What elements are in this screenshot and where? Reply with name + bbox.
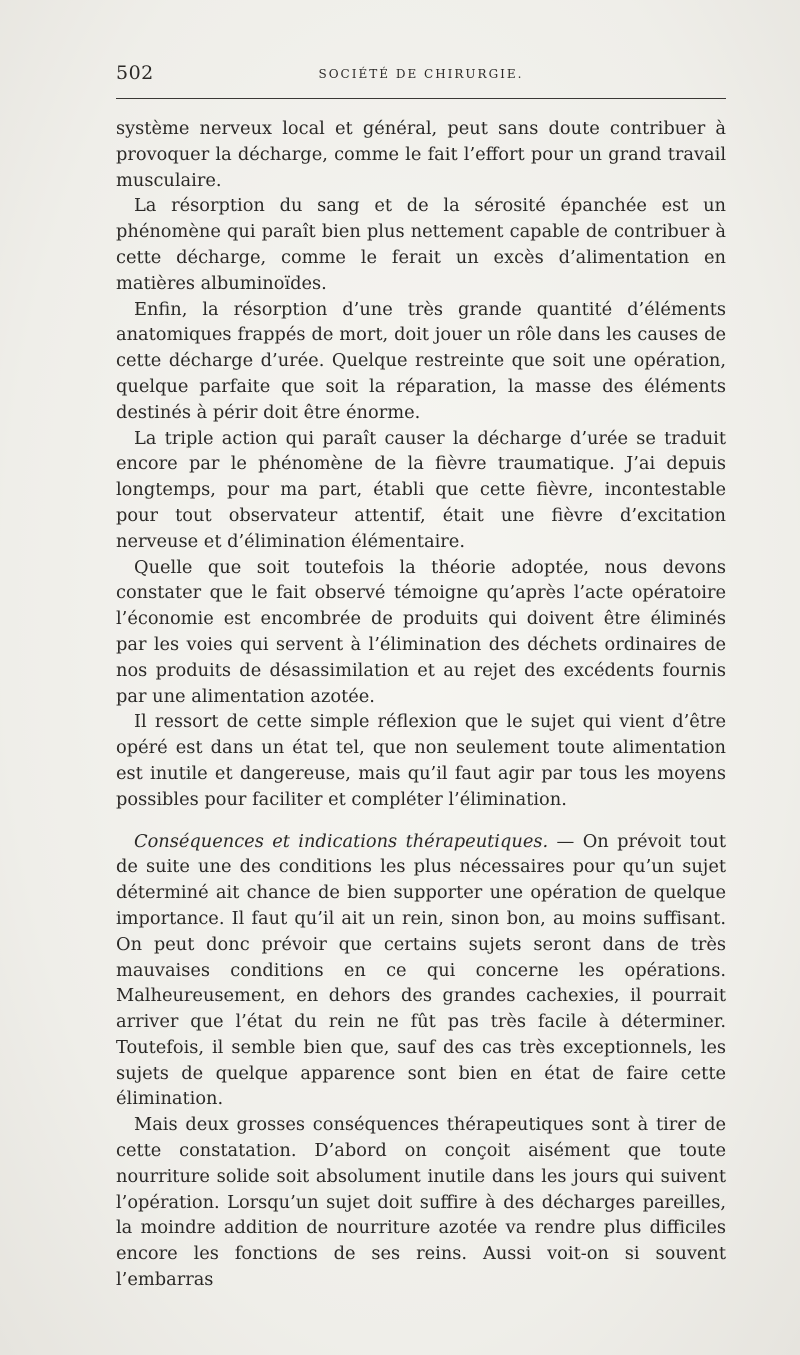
header-rule [116, 98, 726, 99]
paragraph-4: La triple action qui paraît causer la décharge d’urée se traduit encore par le phénomène de la fièvre traumatique. J’ai depuis longtemps, pour ma part, établi que cette fièvre, incontestable pour tout observateur attentif, était une fièvre d’excitation nerveuse et d’élimination élémentaire. [116, 427, 726, 552]
section-heading: Conséquences et indications thérapeutiques. [134, 830, 549, 852]
paragraph-6: Il ressort de cette simple réflexion que le sujet qui vient d’être opéré est dans un état tel, que non seulement toute alimentation est inutile et dangereuse, mais qu’il faut agir par tous les moyens possibles pour faciliter et compléter l’élimination. [116, 711, 726, 810]
section-lead-text: — On prévoit tout de suite une des conditions les plus nécessaires pour qu’un sujet déterminé ait chance de bien supporter une opération de quelque importance. Il faut qu’il ait un rein, sinon bon, au moins suffisant. On peut donc prévoir que certains sujets seront dans de très mauvaises conditions en ce qui concerne les opérations. Malheureusement, en dehors des grandes cachexies, il pourrait arriver que l’état du rein ne fût pas très facile à déterminer. Toutefois, il semble bien que, sauf des cas très exceptionnels, les sujets de quelque apparence sont bien en état de faire cette élimination. [116, 830, 726, 1110]
running-title: SOCIÉTÉ DE CHIRURGIE. [318, 67, 524, 81]
page-body [116, 116, 726, 1293]
paragraph-1: système nerveux local et général, peut sans doute contribuer à provoquer la décharge, comme le fait l’effort pour un grand travail musculaire. [116, 118, 726, 191]
page-header [116, 62, 726, 90]
section-paragraph [116, 829, 726, 1113]
paragraph-5: Quelle que soit toutefois la théorie adoptée, nous devons constater que le fait observé témoigne qu’après l’acte opératoire l’économie est encombrée de produits qui doivent être éliminés par les voies qui servent à l’élimination des déchets ordinaires de nos produits de désassimilation et au rejet des excédents fournis par une alimentation azotée. [116, 556, 726, 707]
paragraph-3: Enfin, la résorption d’une très grande quantité d’éléments anatomiques frappés de mort, doit jouer un rôle dans les causes de cette décharge d’urée. Quelque restreinte que soit une opération, quelque parfaite que soit la réparation, la masse des éléments destinés à périr doit être énorme. [116, 298, 726, 423]
page-number: 502 [116, 62, 154, 84]
final-paragraph: Mais deux grosses conséquences thérapeutiques sont à tirer de cette constatation. D’abord on conçoit aisément que toute nourriture solide soit absolument inutile dans les jours qui suivent l’opération. Lorsqu’un sujet doit suffire à des décharges pareilles, la moindre addition de nourriture azotée va rendre plus difficiles encore les fonctions de ses reins. Aussi voit-on si souvent l’embarras [116, 1114, 726, 1291]
paragraph-2: La résorption du sang et de la sérosité épanchée est un phénomène qui paraît bien plus nettement capable de contribuer à cette décharge, comme le ferait un excès d’alimentation en matières albuminoïdes. [116, 195, 726, 294]
